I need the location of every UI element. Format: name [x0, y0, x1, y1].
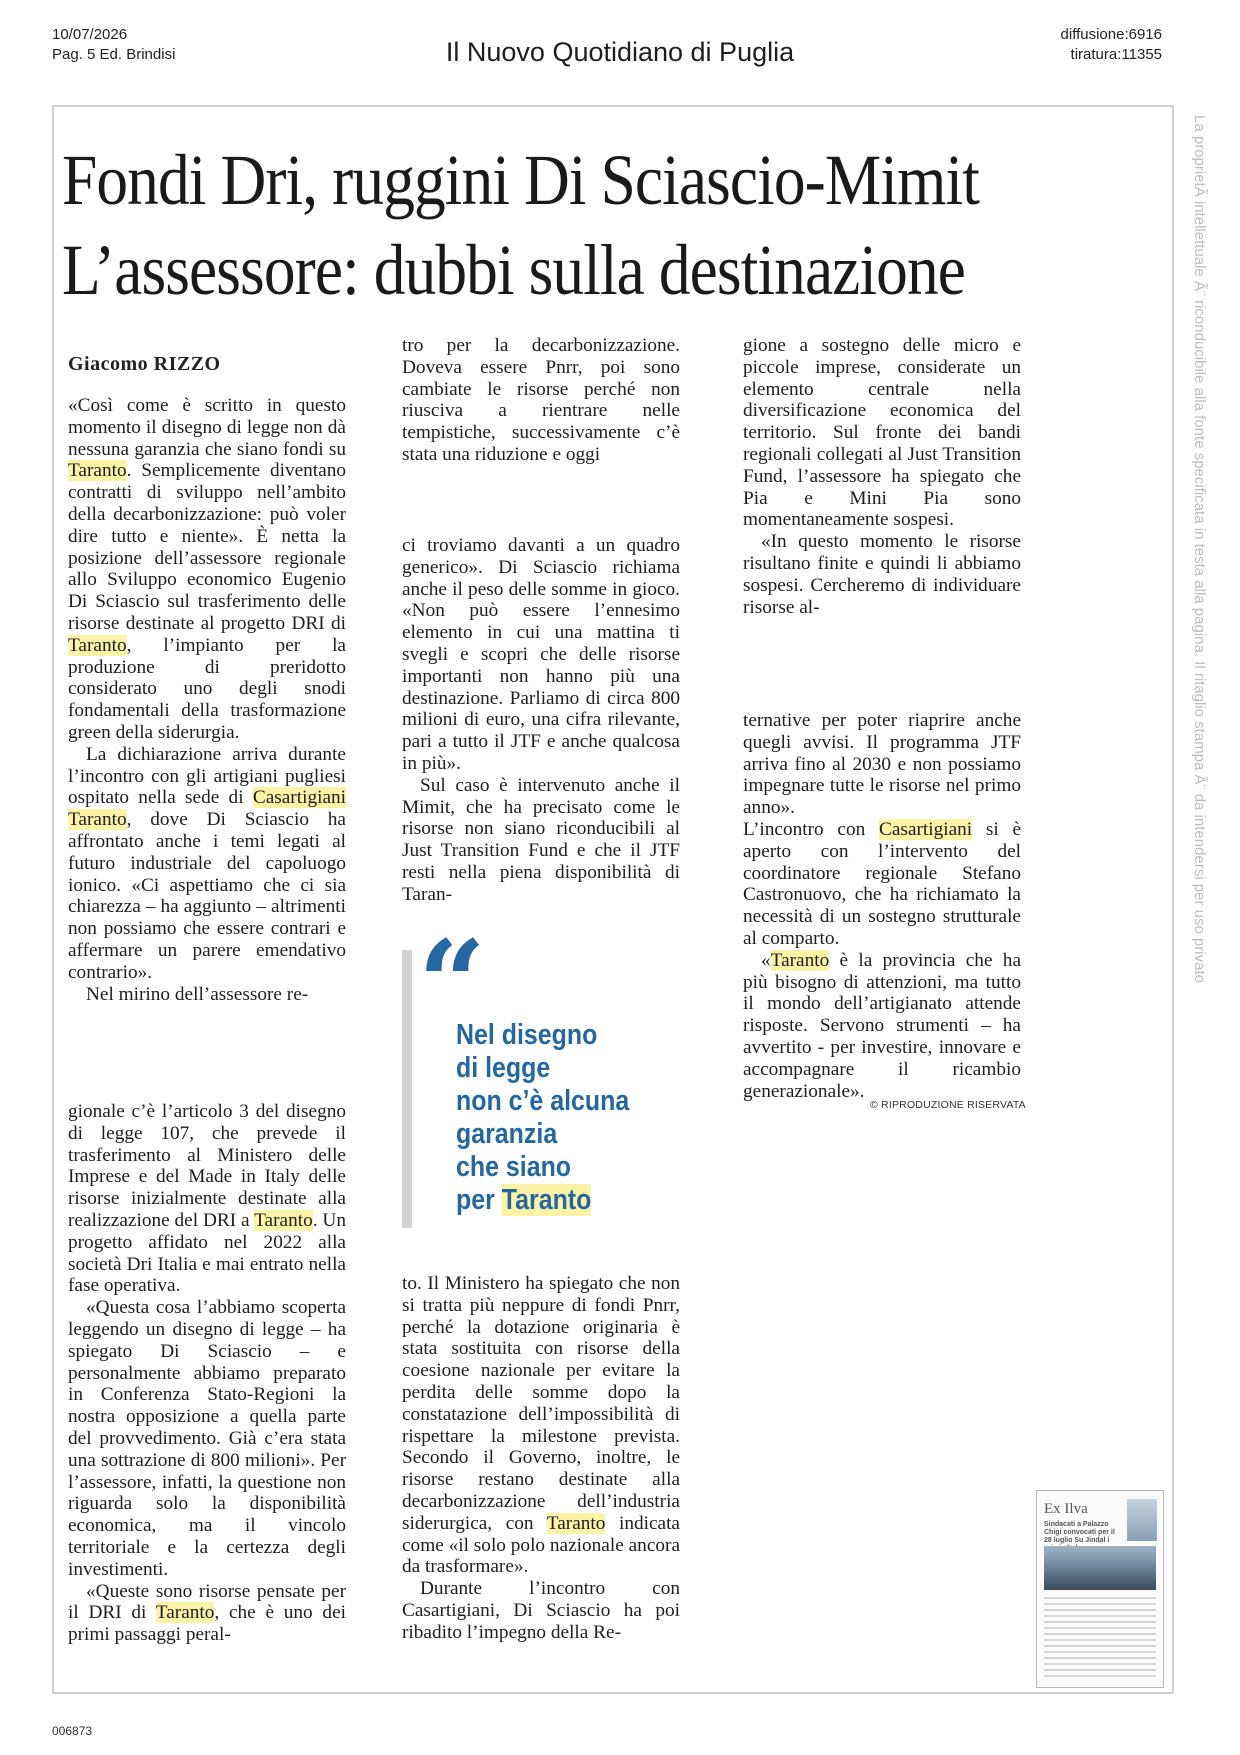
column-2-middle	[402, 535, 680, 906]
copyright-notice: © RIPRODUZIONE RISERVATA	[870, 1099, 1026, 1111]
circulation-tiratura: tiratura:11355	[1070, 46, 1162, 63]
highlight-taranto: Taranto	[254, 1209, 313, 1231]
circulation-diffusione: diffusione:6916	[1060, 26, 1162, 43]
headline-line-1: Fondi Dri, ruggini Di Sciascio-Mimit	[62, 140, 979, 220]
paragraph: ternative per poter riaprire anche quegli avvisi. Il programma JTF arriva fino al 2030 e non possiamo impegnare tutte le risorse nel primo anno».	[743, 710, 1021, 819]
issue-date: 10/07/2026	[52, 26, 128, 43]
highlight-taranto: Taranto	[501, 1184, 592, 1216]
highlight-taranto: Taranto	[546, 1512, 606, 1534]
column-3-top	[743, 335, 1021, 618]
pull-quote-bar	[402, 950, 412, 1228]
highlight-casartigiani: Casartigiani	[878, 818, 973, 840]
column-2-top	[402, 335, 680, 466]
paragraph: L’incontro con Casartigiani si è aperto con l’intervento del coordinatore regionale Stefano Castronuovo, che ha richiamato la necessità di un sostegno strutturale al comparto.	[743, 818, 1021, 949]
column-2-bottom	[402, 1273, 680, 1644]
column-1-bottom	[68, 1101, 346, 1646]
byline: Giacomo RIZZO	[68, 353, 221, 375]
thumbnail-photo	[1044, 1546, 1156, 1590]
paragraph: Sul caso è intervenuto anche il Mimit, che ha precisato come le risorse non siano riconducibili al Just Transition Fund e che il JTF resti nella piena disponibilità di Taran-	[402, 774, 680, 905]
column-1-top	[68, 395, 346, 1005]
paragraph: «Questa cosa l’abbiamo scoperta leggendo un disegno di legge – ha spiegato Di Sciascio – e personalmente abbiamo preparato in Conferenza Stato-Regioni la nostra opposizione a quella parte del provvedimento. Già c’era stata una sottrazione di 800 milioni». Per l’assessore, infatti, la questione non riguarda solo la disponibilità economica, ma il vincolo territoriale e la certezza degli investimenti.	[68, 1297, 346, 1580]
highlight-taranto: Taranto	[68, 460, 127, 482]
paragraph: gione a sostegno delle micro e piccole imprese, considerate un elemento centrale nella diversificazione economica del territorio. Sul fronte dei bandi regionali collegati al Just Transition Fund, l’assessore ha spiegato che Pia e Mini Pia sono momentaneamente sospesi.	[743, 335, 1021, 531]
thumbnail-title: Ex Ilva	[1044, 1501, 1088, 1517]
highlight-taranto: Taranto	[770, 949, 830, 971]
page-thumbnail	[1036, 1490, 1164, 1688]
paragraph: to. Il Ministero ha spiegato che non si tratta più neppure di fondi Pnrr, perché la dotazione originaria è stata sostituita con risorse della coesione nazionale per evitare la perdita delle somme dopo la constatazione dell’impossibilità di rispettare la milestone prevista. Secondo il Governo, inoltre, le risorse restano destinate alla decarbonizzazione dell’industria siderurgica, con Taranto indicata come «il solo polo nazionale ancora da trasformare».	[402, 1273, 680, 1578]
thumbnail-side-image	[1127, 1499, 1157, 1541]
paragraph: «Queste sono risorse pensate per il DRI di Taranto, che è uno dei primi passaggi peral-	[68, 1580, 346, 1646]
highlight-casartigiani: Casartigiani	[252, 787, 346, 809]
column-3-bottom	[743, 710, 1021, 1102]
pull-quote: Nel disegno di legge non c’è alcuna garanzia che siano per Taranto	[456, 1019, 630, 1216]
paragraph: tro per la decarbonizzazione. Doveva essere Pnrr, poi sono cambiate le risorse perché non riusciva a rientrare nelle tempistiche, successivamente c’è stata una riduzione e oggi	[402, 335, 680, 465]
publication-title: Il Nuovo Quotidiano di Puglia	[445, 37, 795, 67]
quote-mark-icon: “	[418, 914, 486, 1053]
paragraph: gionale c’è l’articolo 3 del disegno di legge 107, che prevede il trasferimento al Ministero delle Imprese e del Made in Italy delle risorse inizialmente destinate alla realizzazione del DRI a Taranto. Un progetto affidato nel 2022 alla società Dri Italia e mai entrato nella fase operativa.	[68, 1101, 346, 1297]
paragraph: Nel mirino dell’assessore re-	[86, 983, 309, 1005]
paragraph: «Così come è scritto in questo momento il disegno di legge non dà nessuna garanzia che siano fondi su Taranto. Semplicemente diventano contratti di sviluppo nell’ambito della decarbonizzazione: può voler dire tutto e niente». È netta la posizione dell’assessore regionale allo Sviluppo economico Eugenio Di Sciascio sul trasferimento delle risorse destinate al progetto DRI di Taranto, l’impianto per la produzione di preridotto considerato uno degli snodi fondamentali della trasformazione green della siderurgia.	[68, 395, 346, 743]
paragraph: La dichiarazione arriva durante l’incontro con gli artigiani pugliesi ospitato nella sede di Casartigiani Taranto, dove Di Sciascio ha affrontato anche i temi legati al futuro industriale del capoluogo ionico. «Ci aspettiamo che ci sia chiarezza – ha aggiunto – altrimenti non possiamo che essere contrari e affermare un parere emendativo contrario».	[68, 743, 346, 983]
highlight-taranto: Taranto	[68, 809, 127, 831]
headline-line-2: L’assessore: dubbi sulla destinazione	[62, 230, 965, 310]
highlight-taranto: Taranto	[155, 1602, 215, 1624]
clipping-code: 006873	[52, 1724, 93, 1738]
paragraph: Durante l’incontro con Casartigiani, Di Sciascio ha poi ribadito l’impegno della Re-	[402, 1578, 680, 1643]
copyright-side-note: La proprietÃ intellettuale Ã¨ riconducibile alla fonte specificata in testa alla pagina. Il ritaglio stampa Ã¨ da intendersi per uso privato	[1191, 115, 1208, 983]
paragraph: «In questo momento le risorse risultano finite e quindi li abbiamo sospesi. Cercheremo di individuare risorse al-	[743, 531, 1021, 618]
highlight-taranto: Taranto	[68, 634, 127, 656]
paragraph: ci troviamo davanti a un quadro generico». Di Sciascio richiama anche il peso delle somme in gioco. «Non può essere l’ennesimo elemento in cui una mattina ti svegli e scopri che delle risorse importanti non hanno più una destinazione. Parliamo di circa 800 milioni di euro, una cifra rilevante, pari a tutto il JTF e anche qualcosa in più».	[402, 535, 680, 774]
page-edition: Pag. 5 Ed. Brindisi	[52, 46, 176, 63]
thumbnail-subtitle: Sindacati a Palazzo Chigi convocati per il 28 luglio Su Jindal i	[1044, 1521, 1115, 1544]
paragraph: «Taranto è la provincia che ha più bisogno di attenzioni, ma tutto il mondo dell’artigianato attende risposte. Servono strumenti – ha avvertito - per investire, innovare e accompagnare il ricambio generazionale».	[743, 949, 1021, 1102]
